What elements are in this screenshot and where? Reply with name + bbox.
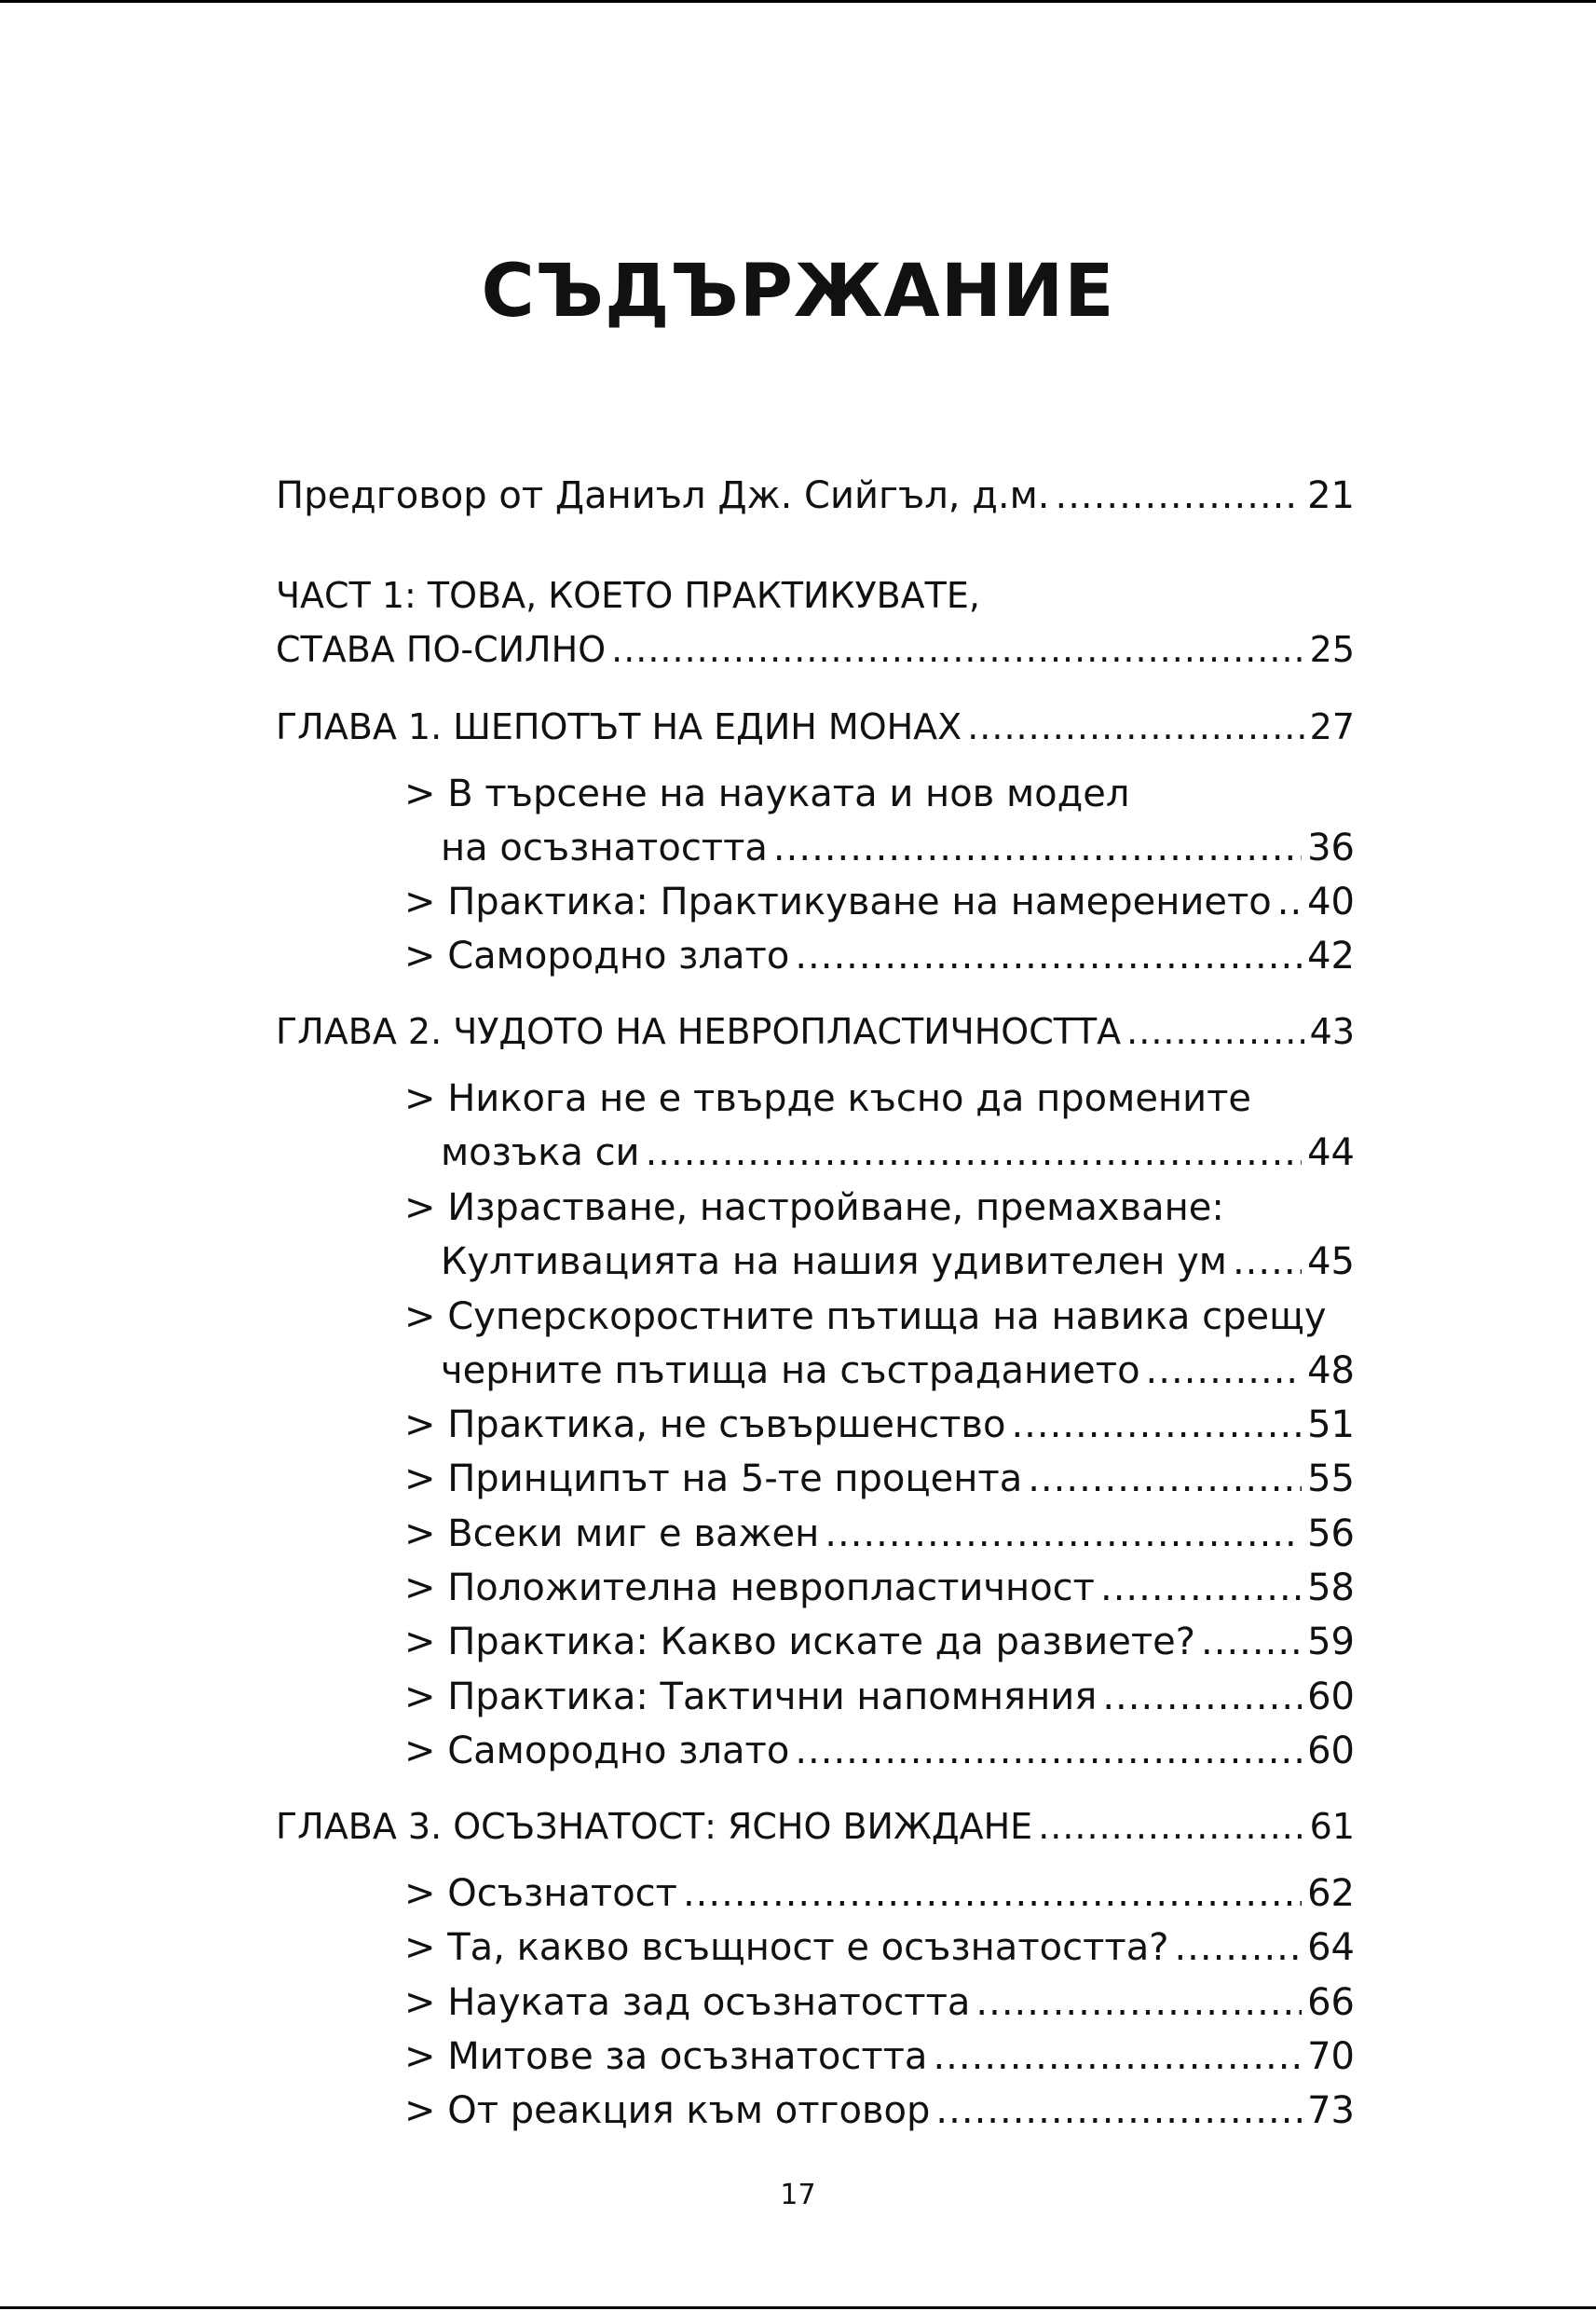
leader-dots <box>1056 469 1303 523</box>
toc-item[interactable] <box>404 929 1355 983</box>
leader-dots <box>1174 1921 1302 1975</box>
toc-item-text: мозъка си <box>441 1131 640 1174</box>
toc-page-number: 62 <box>1307 1872 1355 1915</box>
toc-page-number: 36 <box>1307 827 1355 869</box>
leader-dots <box>795 1724 1302 1778</box>
toc-item-text: > Положителна невропластичност <box>404 1566 1095 1609</box>
toc-item[interactable] <box>404 1867 1355 1921</box>
toc-item-continuation[interactable] <box>441 1344 1355 1398</box>
toc-entry-preface[interactable] <box>276 469 1355 523</box>
leader-dots <box>1126 1005 1303 1059</box>
toc-item-continuation[interactable] <box>441 1126 1355 1180</box>
toc-page-number: 73 <box>1307 2089 1355 2132</box>
toc-page-number: 45 <box>1307 1240 1355 1283</box>
toc-page-number: 64 <box>1307 1926 1355 1969</box>
toc-part-title: ЧАСТ 1: ТОВА, КОЕТО ПРАКТИКУВАТЕ, <box>276 575 980 616</box>
leader-dots <box>967 700 1303 754</box>
toc-part-1-line-2[interactable] <box>276 622 1355 677</box>
toc-item[interactable] <box>404 1290 1355 1344</box>
toc-item-text: > Практика: Какво искате да развиете? <box>404 1620 1196 1663</box>
toc-item-text: > Митове за осъзнатостта <box>404 2035 928 2078</box>
toc-page-number: 48 <box>1307 1349 1355 1392</box>
toc-item[interactable] <box>404 1615 1355 1669</box>
toc-item[interactable] <box>404 1452 1355 1506</box>
leader-dots <box>1146 1344 1303 1398</box>
toc-item-text: > Практика: Практикуване на намерението <box>404 881 1272 923</box>
toc-item-text: на осъзнатостта <box>441 827 768 869</box>
toc-item-text: > Та, какво всъщност е осъзнатостта? <box>404 1926 1169 1969</box>
leader-dots <box>1201 1615 1302 1669</box>
leader-dots <box>933 2030 1302 2084</box>
toc-page-number: 56 <box>1307 1512 1355 1555</box>
leader-dots <box>1233 1235 1302 1289</box>
toc-item-text: > Никога не е твърде късно да промените <box>404 1077 1251 1120</box>
toc-item-text: > Науката зад осъзнатостта <box>404 1981 971 2024</box>
toc-page-number: 25 <box>1309 629 1355 670</box>
toc-chapter-title: ГЛАВА 2. ЧУДОТО НА НЕВРОПЛАСТИЧНОСТТА <box>276 1011 1122 1052</box>
leader-dots <box>1102 1670 1302 1724</box>
toc-item[interactable] <box>404 767 1355 821</box>
toc-item-text: Култивацията на нашия удивителен ум <box>441 1240 1227 1283</box>
toc-chapter-title: ГЛАВА 1. ШЕПОТЪТ НА ЕДИН МОНАХ <box>276 706 962 747</box>
toc-entry-text: Предговор от Даниъл Дж. Сийгъл, д.м. <box>276 474 1050 517</box>
toc-page-number: 70 <box>1307 2035 1355 2078</box>
leader-dots <box>1277 875 1302 929</box>
top-rule <box>0 0 1596 3</box>
toc-part-title: СТАВА ПО-СИЛНО <box>276 629 607 670</box>
leader-dots <box>1028 1452 1302 1506</box>
toc-item-text: > В търсене на науката и нов модел <box>404 773 1130 815</box>
toc-page-number: 59 <box>1307 1620 1355 1663</box>
toc-item[interactable] <box>404 1921 1355 1975</box>
toc-page-number: 42 <box>1307 935 1355 978</box>
toc-item-text: > Суперскоростните пътища на навика срещу <box>404 1295 1327 1338</box>
toc-item-text: > Принципът на 5-те процента <box>404 1457 1023 1500</box>
toc-item[interactable] <box>404 1398 1355 1452</box>
toc-item[interactable] <box>404 1976 1355 2030</box>
toc-page-number: 40 <box>1307 881 1355 923</box>
leader-dots <box>795 929 1302 983</box>
toc-item-text: > Самородно злато <box>404 935 790 978</box>
toc-item[interactable] <box>404 1181 1355 1235</box>
toc-item[interactable] <box>404 1072 1355 1126</box>
toc-item-text: > Практика: Тактични напомняния <box>404 1675 1098 1718</box>
toc-item-text: черните пътища на състраданието <box>441 1349 1140 1392</box>
toc-item-text: > Практика, не съвършенство <box>404 1403 1006 1446</box>
leader-dots <box>646 1126 1303 1180</box>
toc-page-number: 43 <box>1309 1011 1355 1052</box>
leader-dots <box>773 821 1302 875</box>
toc-page-number: 60 <box>1307 1730 1355 1772</box>
toc-chapter-1[interactable] <box>276 700 1355 754</box>
leader-dots <box>975 1976 1302 2030</box>
toc-chapter-title: ГЛАВА 3. ОСЪЗНАТОСТ: ЯСНО ВИЖДАНЕ <box>276 1806 1033 1847</box>
toc-item-continuation[interactable] <box>441 1235 1355 1289</box>
page-number: 17 <box>780 2179 816 2211</box>
toc-page-number: 44 <box>1307 1131 1355 1174</box>
toc-item-text: > Осъзнатост <box>404 1872 677 1915</box>
bottom-rule <box>0 2306 1596 2309</box>
toc-item[interactable] <box>404 1670 1355 1724</box>
toc-item[interactable] <box>404 875 1355 929</box>
toc-page-number: 60 <box>1307 1675 1355 1718</box>
leader-dots <box>935 2084 1302 2138</box>
toc-chapter-3[interactable] <box>276 1799 1355 1853</box>
toc-page-number: 55 <box>1307 1457 1355 1500</box>
toc-item[interactable] <box>404 2030 1355 2084</box>
toc-item[interactable] <box>404 1724 1355 1778</box>
toc-item-continuation[interactable] <box>441 821 1355 875</box>
toc-page-number: 58 <box>1307 1566 1355 1609</box>
toc-item-text: > Всеки миг е важен <box>404 1512 820 1555</box>
leader-dots <box>1100 1561 1302 1615</box>
toc-page-number: 21 <box>1307 474 1355 517</box>
toc-item[interactable] <box>404 2084 1355 2138</box>
toc-page-number: 66 <box>1307 1981 1355 2024</box>
leader-dots <box>1011 1398 1302 1452</box>
toc-item[interactable] <box>404 1561 1355 1615</box>
toc-item-text: > От реакция към отговор <box>404 2089 931 2132</box>
toc-page-number: 27 <box>1309 706 1355 747</box>
toc-item[interactable] <box>404 1507 1355 1561</box>
leader-dots <box>1038 1799 1303 1853</box>
leader-dots <box>611 622 1304 677</box>
leader-dots <box>683 1867 1302 1921</box>
toc-part-1-line-1[interactable] <box>276 568 1355 622</box>
page-title: СЪДЪРЖАНИЕ <box>481 250 1115 334</box>
leader-dots <box>825 1507 1302 1561</box>
toc-chapter-2[interactable] <box>276 1005 1355 1059</box>
toc-item-text: > Израстване, настройване, премахване: <box>404 1186 1224 1229</box>
toc-page-number: 51 <box>1307 1403 1355 1446</box>
toc-page-number: 61 <box>1309 1806 1355 1847</box>
toc-item-text: > Самородно злато <box>404 1730 790 1772</box>
